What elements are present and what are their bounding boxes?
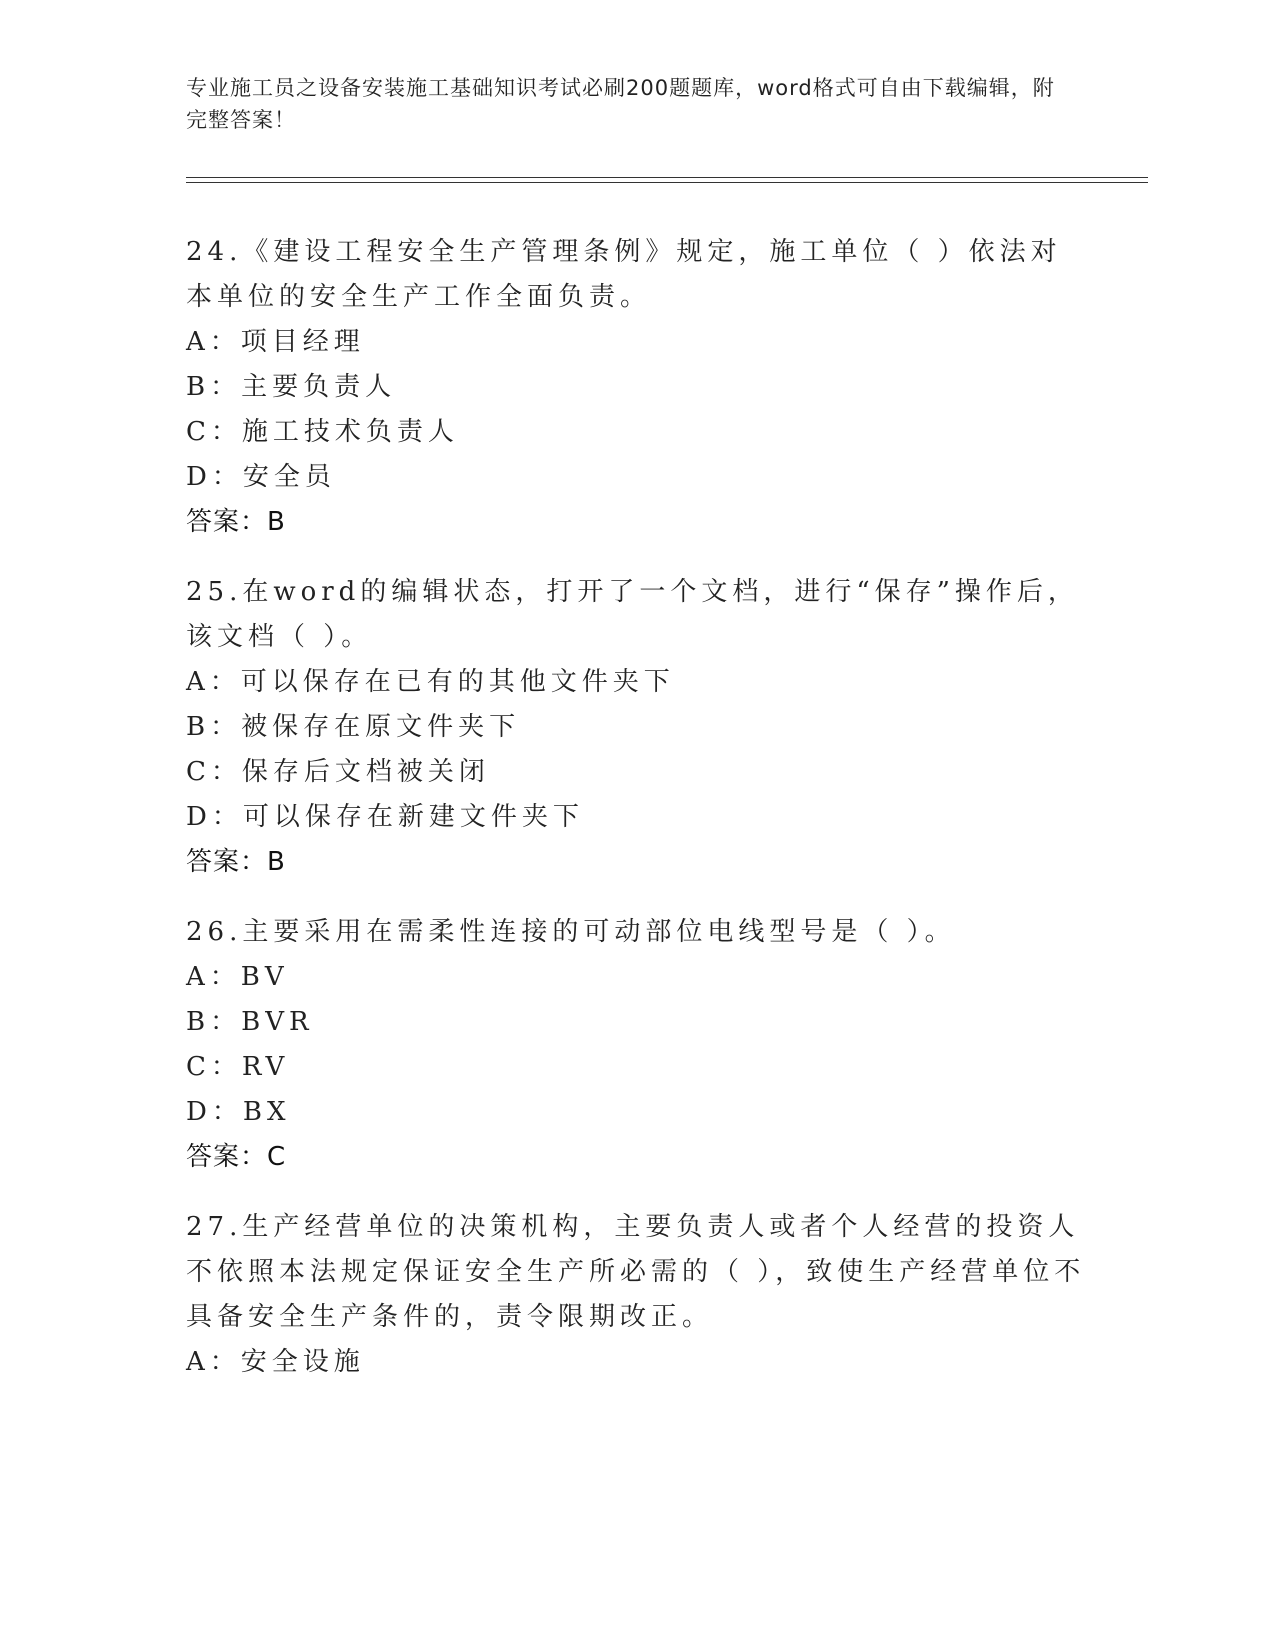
question-26 [186,910,1086,1180]
question-24 [186,230,1086,545]
question-27 [186,1205,1086,1385]
question-text: 26.主要采用在需柔性连接的可动部位电线型号是（ ）。 [186,917,956,947]
option-d: D：可以保存在新建文件夹下 [186,802,584,832]
question-25 [186,570,1086,885]
question-text: 27.生产经营单位的决策机构，主要负责人或者个人经营的投资人不依照本法规定保证安全生产所必需的（ ），致使生产经营单位不具备安全生产条件的，责令限期改正。 [186,1212,1086,1332]
option-b: B：BVR [186,1007,314,1037]
option-c: C：RV [186,1052,290,1082]
option-c: C：保存后文档被关闭 [186,757,490,787]
option-d: D：安全员 [186,462,336,492]
document-header: 专业施工员之设备安装施工基础知识考试必刷200题题库，word格式可自由下载编辑，附完整答案！ [186,76,1055,132]
option-a: A：项目经理 [186,327,365,357]
option-b: B：被保存在原文件夹下 [186,712,521,742]
header-divider-bottom [186,182,1148,183]
question-list [186,230,1086,1410]
question-text: 25.在word的编辑状态，打开了一个文档，进行“保存”操作后，该文档（ ）。 [186,577,1079,652]
header-divider-top [186,177,1148,178]
answer: 答案：B [186,507,286,537]
question-text: 24.《建设工程安全生产管理条例》规定，施工单位（ ）依法对本单位的安全生产工作全面负责。 [186,237,1062,312]
option-b: B：主要负责人 [186,372,397,402]
option-c: C：施工技术负责人 [186,417,459,447]
answer: 答案：C [186,1142,287,1172]
option-a: A：安全设施 [186,1347,365,1377]
answer: 答案：B [186,847,286,877]
option-a: A：可以保存在已有的其他文件夹下 [186,667,675,697]
option-a: A：BV [186,962,289,992]
option-d: D：BX [186,1097,291,1127]
